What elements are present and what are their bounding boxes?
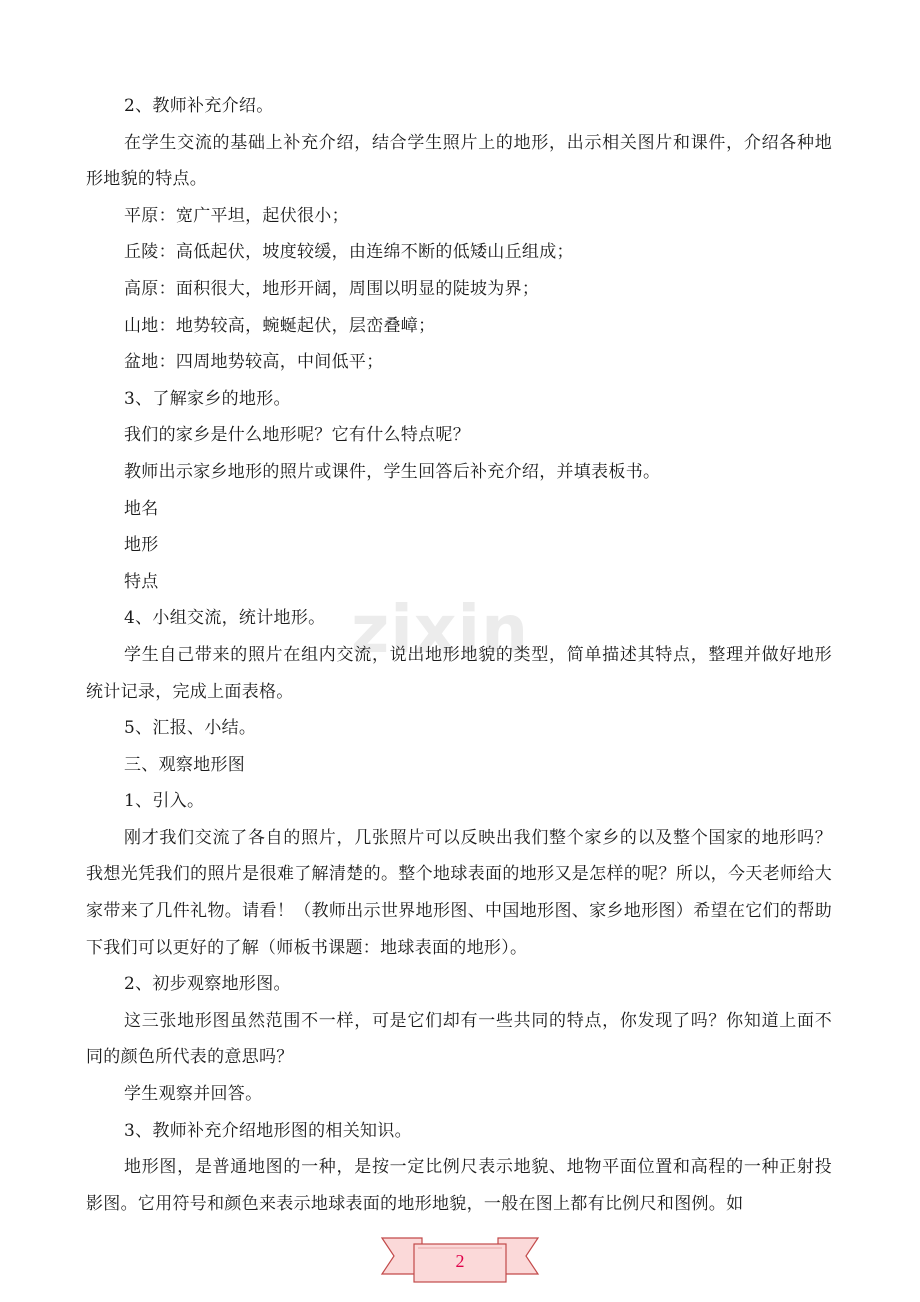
paragraph: 1、引入。: [124, 791, 205, 812]
paragraph: 3、教师补充介绍地形图的相关知识。: [124, 1120, 412, 1141]
paragraph: 山地：地势较高，蜿蜒起伏，层峦叠嶂；: [124, 315, 436, 336]
paragraph: 3、了解家乡的地形。: [124, 388, 291, 409]
paragraph: 2、教师补充介绍。: [124, 96, 274, 116]
paragraph: 高原：面积很大，地形开阔，周围以明显的陡坡为界；: [124, 278, 540, 299]
paragraph: 刚才我们交流了各自的照片，几张照片可以反映出我们整个家乡的以及整个国家的地形吗？我想光凭我们的照片是很难了解清楚的。整个地球表面的地形又是怎样的呢？所以，今天老师给大家带来了几件礼物。请看！（教师出示世界地形图、中国地形图、家乡地形图）希望在它们的帮助下我们可以更好的了解（师板书课题：地球表面的地形）。: [86, 827, 832, 958]
paragraph: 2、初步观察地形图。: [124, 974, 291, 995]
paragraph: 学生观察并回答。: [124, 1084, 263, 1105]
paragraph: 丘陵：高低起伏，坡度较缓，由连绵不断的低矮山丘组成；: [124, 242, 574, 263]
paragraph: 这三张地形图虽然范围不一样，可是它们却有一些共同的特点，你发现了吗？你知道上面不同的颜色所代表的意思吗？: [86, 1010, 832, 1068]
paragraph: 地形: [124, 535, 159, 556]
page-number: 2: [455, 1251, 465, 1271]
paragraph: 三、观察地形图: [124, 754, 246, 775]
paragraph: 地形图，是普通地图的一种，是按一定比例尺表示地貌、地物平面位置和高程的一种正射投影图。它用符号和颜色来表示地球表面的地形地貌，一般在图上都有比例尺和图例。如: [86, 1157, 832, 1214]
watermark-text: zixin: [350, 591, 530, 668]
paragraph: 5、汇报、小结。: [124, 718, 257, 739]
paragraph: 特点: [124, 571, 159, 592]
document-page: [86, 88, 832, 1222]
paragraph: 平原：宽广平坦，起伏很小；: [124, 205, 349, 226]
paragraph: 在学生交流的基础上补充介绍，结合学生照片上的地形，出示相关图片和课件，介绍各种地形地貌的特点。: [86, 132, 832, 190]
page-number-badge: [380, 1230, 540, 1292]
document-body: [86, 88, 832, 1222]
paragraph: 学生自己带来的照片在组内交流，说出地形地貌的类型，简单描述其特点，整理并做好地形统计记录，完成上面表格。: [86, 644, 832, 702]
paragraph: 地名: [124, 498, 159, 519]
paragraph: 教师出示家乡地形的照片或课件，学生回答后补充介绍，并填表板书。: [124, 461, 661, 482]
paragraph: 盆地：四周地势较高，中间低平；: [124, 352, 384, 373]
paragraph: 4、小组交流，统计地形。: [124, 608, 326, 629]
paragraph: 我们的家乡是什么地形呢？它有什么特点呢？: [124, 425, 470, 446]
